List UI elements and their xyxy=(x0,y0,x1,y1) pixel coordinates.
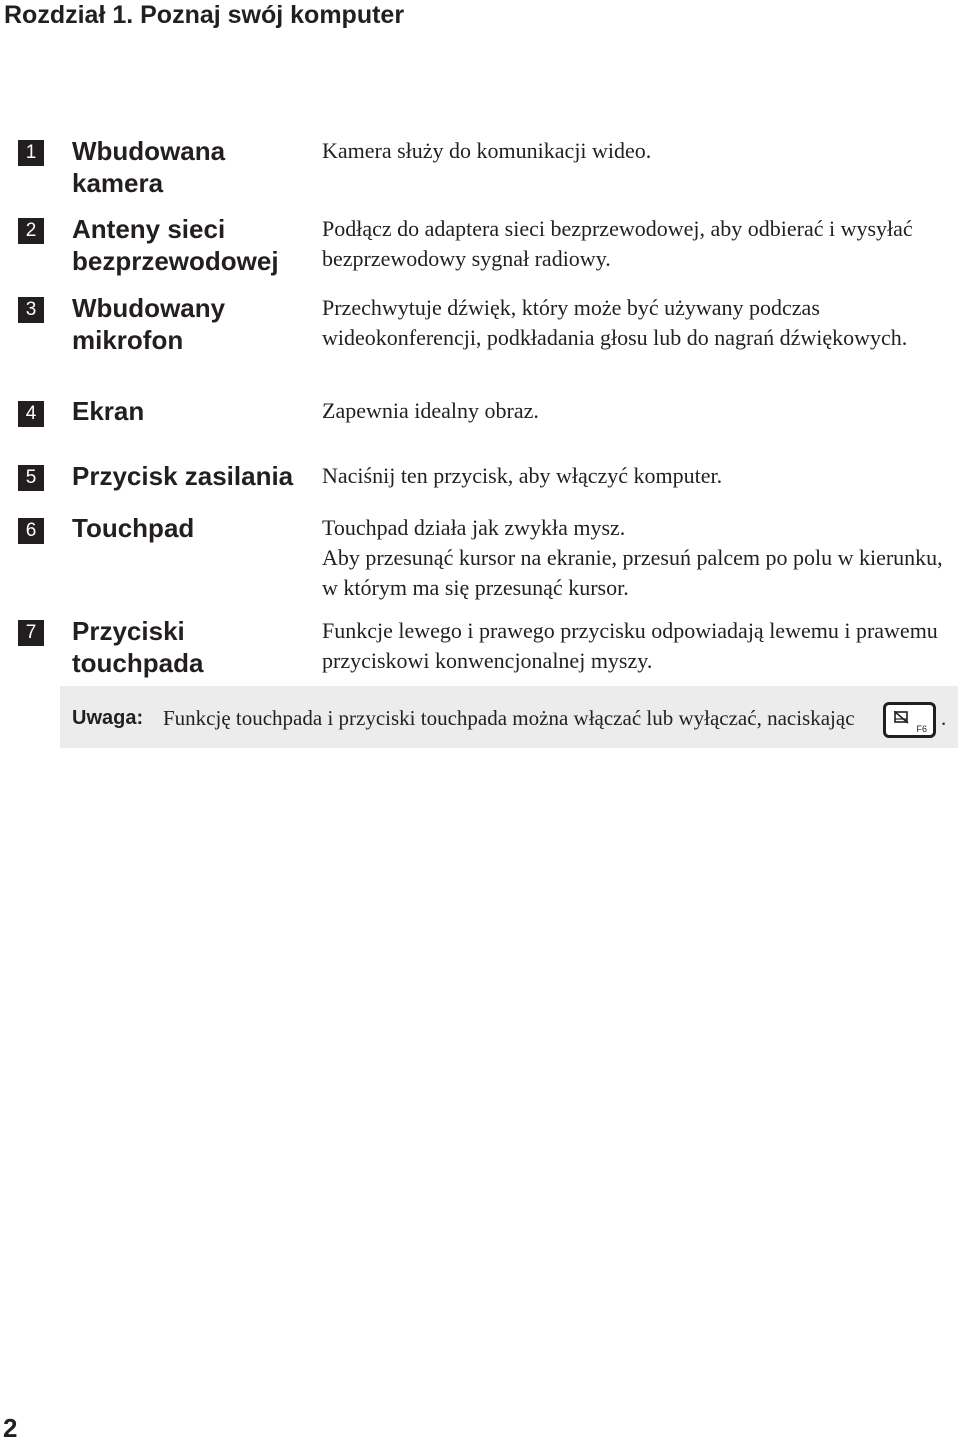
item-description xyxy=(322,616,947,676)
item-term-line: Anteny sieci xyxy=(72,214,226,244)
item-term xyxy=(72,460,317,492)
item-term xyxy=(72,292,317,356)
note-label: Uwaga: xyxy=(72,707,144,729)
f6-key-label: F6 xyxy=(916,724,927,734)
item-description-text: Naciśnij ten przycisk, aby włączyć komputer. xyxy=(322,463,723,488)
item-description-text: Podłącz do adaptera sieci bezprzewodowej, aby odbierać i wysyłać bezprzewodowy sygnał radiowy. xyxy=(322,216,913,271)
item-term-line: kamera xyxy=(72,168,164,198)
item-description-text: Przechwytuje dźwięk, który może być używany podczas wideokonferencji, podkładania głosu lub do nagrań dźwiękowych. xyxy=(322,295,908,350)
item-description-text: Aby przesunąć kursor na ekranie, przesuń palcem po polu w kierunku, w którym ma się przesunąć kursor. xyxy=(322,545,943,600)
item-number-badge: 6 xyxy=(18,518,44,544)
page-number: 2 xyxy=(3,1413,18,1443)
item-number-badge: 1 xyxy=(18,140,44,166)
item-number-badge: 7 xyxy=(18,620,44,646)
item-term xyxy=(72,135,317,199)
item-number-badge: 3 xyxy=(18,297,44,323)
item-description-text: Touchpad działa jak zwykła mysz. xyxy=(322,515,626,540)
touchpad-toggle-icon xyxy=(894,711,910,725)
item-term xyxy=(72,615,317,679)
item-term xyxy=(72,512,317,544)
item-description xyxy=(322,461,947,491)
item-description xyxy=(322,136,947,166)
item-description-text: Zapewnia idealny obraz. xyxy=(322,398,539,423)
item-term xyxy=(72,213,317,277)
note-trailing-period: . xyxy=(941,706,947,730)
item-term-line: Przyciski xyxy=(72,616,185,646)
f6-key xyxy=(883,702,936,738)
item-description xyxy=(322,214,947,274)
item-term-line: Przycisk zasilania xyxy=(72,461,294,491)
item-term-line: bezprzewodowej xyxy=(72,246,279,276)
note-box xyxy=(60,686,958,748)
item-term-line: Ekran xyxy=(72,396,145,426)
chapter-title: Rozdział 1. Poznaj swój komputer xyxy=(4,1,405,29)
item-description xyxy=(322,396,947,426)
item-term-line: Wbudowana xyxy=(72,136,226,166)
item-description xyxy=(322,513,947,603)
item-description-text: Funkcje lewego i prawego przycisku odpowiadają lewemu i prawemu przyciskowi konwencjonalnej myszy. xyxy=(322,618,938,673)
item-term-line: touchpada xyxy=(72,648,204,678)
item-term-line: Wbudowany xyxy=(72,293,226,323)
item-number-badge: 5 xyxy=(18,465,44,491)
item-number-badge: 4 xyxy=(18,401,44,427)
item-description-text: Kamera służy do komunikacji wideo. xyxy=(322,138,652,163)
item-term-line: Touchpad xyxy=(72,513,195,543)
item-description xyxy=(322,293,947,353)
item-term-line: mikrofon xyxy=(72,325,184,355)
item-term xyxy=(72,395,317,427)
note-text: Funkcję touchpada i przyciski touchpada można włączać lub wyłączać, naciskając xyxy=(163,706,855,730)
item-number-badge: 2 xyxy=(18,218,44,244)
